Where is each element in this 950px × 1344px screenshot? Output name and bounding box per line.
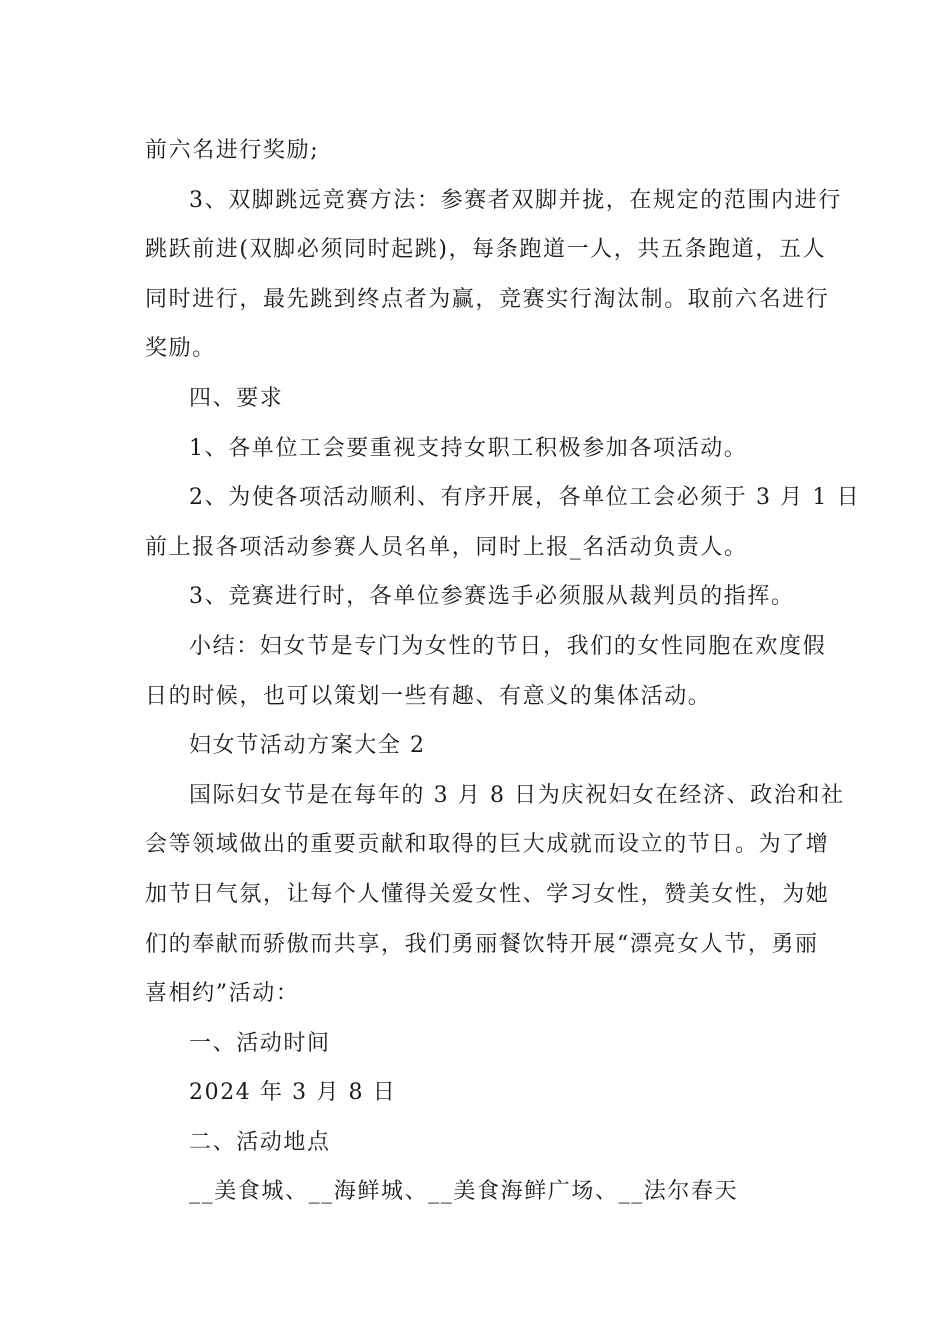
section-heading: 四、要求 (189, 385, 284, 411)
section-heading: 一、活动时间 (189, 1030, 331, 1056)
text-line: 小结：妇女节是专门为女性的节日，我们的女性同胞在欢度假 (189, 633, 827, 659)
text-line: 前六名进行奖励; (145, 138, 320, 163)
section-heading: 二、活动地点 (189, 1129, 331, 1155)
text-line: 2024 年 3 月 8 日 (189, 1080, 397, 1106)
text-line: 3、双脚跳远竞赛方法：参赛者双脚并拢，在规定的范围内进行 (189, 187, 842, 213)
text-line: 会等领域做出的重要贡献和取得的巨大成就而设立的节日。为了增 (145, 832, 830, 858)
text-line: 同时进行，最先跳到终点者为赢，竞赛实行淘汰制。取前六名进行 (145, 286, 830, 312)
text-line: 加节日气氛，让每个人懂得关爱女性、学习女性，赞美女性，为她 (145, 881, 830, 907)
text-line: 3、竞赛进行时，各单位参赛选手必须服从裁判员的指挥。 (189, 584, 795, 610)
text-line: 2、为使各项活动顺利、有序开展，各单位工会必须于 3 月 1 日 (189, 485, 861, 511)
document-body (145, 126, 861, 1217)
section-title: 妇女节活动方案大全 2 (189, 733, 426, 759)
text-line: 日的时候，也可以策划一些有趣、有意义的集体活动。 (145, 683, 712, 709)
text-line: 国际妇女节是在每年的 3 月 8 日为庆祝妇女在经济、政治和社 (189, 782, 845, 808)
text-line: __美食城、__海鲜城、__美食海鲜广场、__法尔春天 (189, 1179, 739, 1205)
text-line: 前上报各项活动参赛人员名单，同时上报_名活动负责人。 (145, 534, 748, 560)
text-line: 喜相约”活动： (145, 981, 300, 1007)
text-line: 奖励。 (145, 336, 216, 362)
text-line: 跳跃前进(双脚必须同时起跳)，每条跑道一人，共五条跑道，五人 (145, 237, 827, 263)
text-line: 们的奉献而骄傲而共享，我们勇丽餐饮特开展“漂亮女人节，勇丽 (145, 931, 819, 957)
text-line: 1、各单位工会要重视支持女职工积极参加各项活动。 (189, 435, 748, 461)
